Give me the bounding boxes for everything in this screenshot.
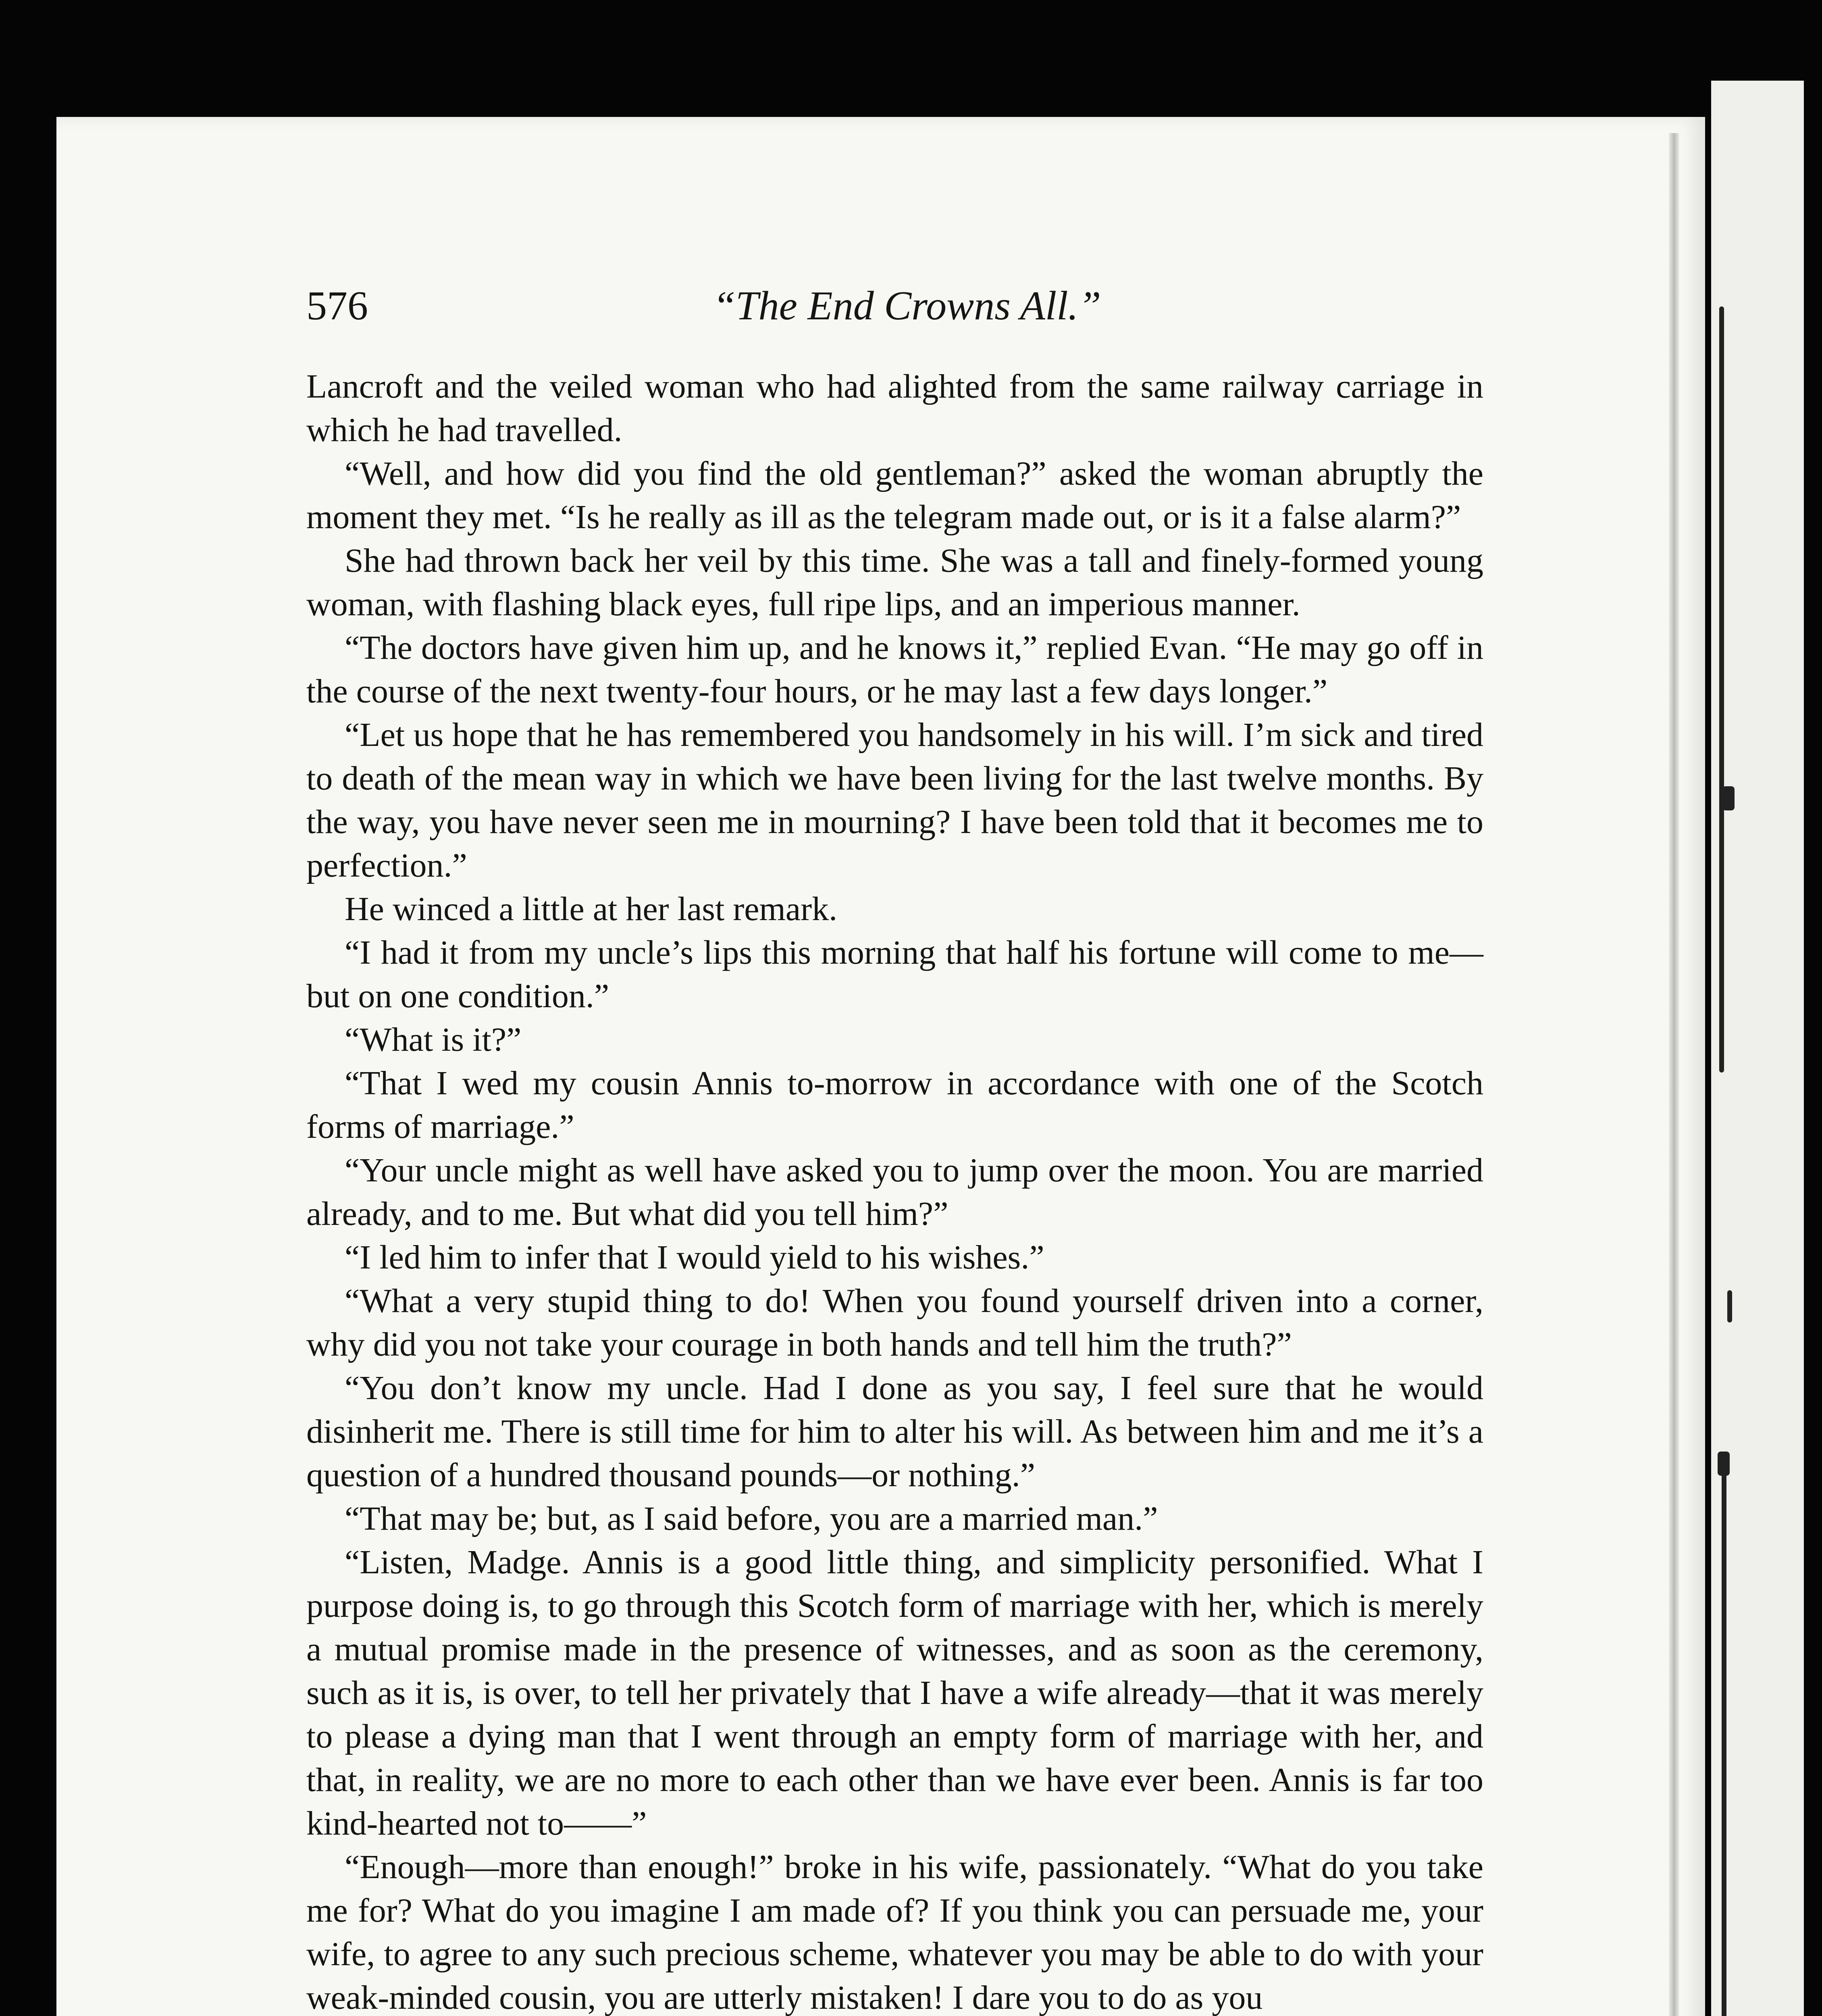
paragraph: “Listen, Madge. Annis is a good little thing, and simplicity personified. What I purpose doing is, to go through this Scotch form of marriage with her, which is merely a mutual promise made in the presence of witnesses, and as soon as the ceremony, such as it is, is over, to tell her privately that I have a wife already—that it was merely to please a dying man that I went through an empty form of marriage with her, and that, in reality, we are no more to each other than we have ever been. Annis is far too kind-hearted not to——” (306, 1543, 1483, 1842)
binding-mark (1722, 1460, 1726, 2016)
paragraph: “The doctors have given him up, and he knows it,” replied Evan. “He may go off in the course of the next twenty-four hours, or he may last a few days longer.” (306, 629, 1483, 710)
paragraph: “Enough—more than enough!” broke in his wife, passionately. “What do you take me for? What do you imagine I am made of? If you think you can persuade me, your wife, to agree to any such precious scheme, whatever you may be able to do with your weak-minded cousin, you are utterly mistaken! I dare you to do as you (306, 1848, 1483, 2016)
paragraph: “That may be; but, as I said before, you are a married man.” (345, 1500, 1158, 1537)
paragraph: “I had it from my uncle’s lips this morning that half his fortune will come to me—but on one condition.” (306, 934, 1483, 1015)
paragraph: “Let us hope that he has remembered you handsomely in his will. I’m sick and tired to death of the mean way in which we have been living for the last twelve months. By the way, you have never seen me in mourning? I have been told that it becomes me to perfection.” (306, 716, 1483, 884)
paragraph: “What is it?” (345, 1021, 522, 1058)
binding-mark (1722, 786, 1735, 810)
page-gutter (1669, 133, 1679, 2016)
paragraph: “That I wed my cousin Annis to-morrow in accordance with one of the Scotch forms of marriage.” (306, 1064, 1483, 1145)
paragraph: “What a very stupid thing to do! When you found yourself driven into a corner, why did you not take your courage in both hands and tell him the truth?” (306, 1282, 1483, 1363)
paragraph: Lancroft and the veiled woman who had alighted from the same railway carriage in which he had travelled. (306, 368, 1483, 449)
page-header (306, 282, 1508, 339)
paragraph: He winced a little at her last remark. (345, 890, 838, 928)
paragraph: “Well, and how did you find the old gentleman?” asked the woman abruptly the moment they met. “Is he really as ill as the telegram made out, or is it a false alarm?” (306, 455, 1483, 536)
next-page-edge (1711, 81, 1804, 2016)
binding-mark (1727, 1290, 1732, 1322)
page-number: 576 (306, 283, 368, 329)
paragraph: “You don’t know my uncle. Had I done as you say, I feel sure that he would disinherit me. There is still time for him to alter his will. As between him and me it’s a question of a hundred thousand pounds—or nothing.” (306, 1369, 1483, 1494)
paragraph: “I led him to infer that I would yield to his wishes.” (345, 1239, 1044, 1276)
paragraph: She had thrown back her veil by this time. She was a tall and finely-formed young woman, with flashing black eyes, full ripe lips, and an imperious manner. (306, 542, 1483, 623)
binding-mark (1719, 306, 1724, 1073)
paragraph: “Your uncle might as well have asked you to jump over the moon. You are married already, and to me. But what did you tell him?” (306, 1152, 1483, 1233)
running-title: “The End Crowns All.” (713, 283, 1101, 329)
body-text (306, 365, 1483, 2016)
